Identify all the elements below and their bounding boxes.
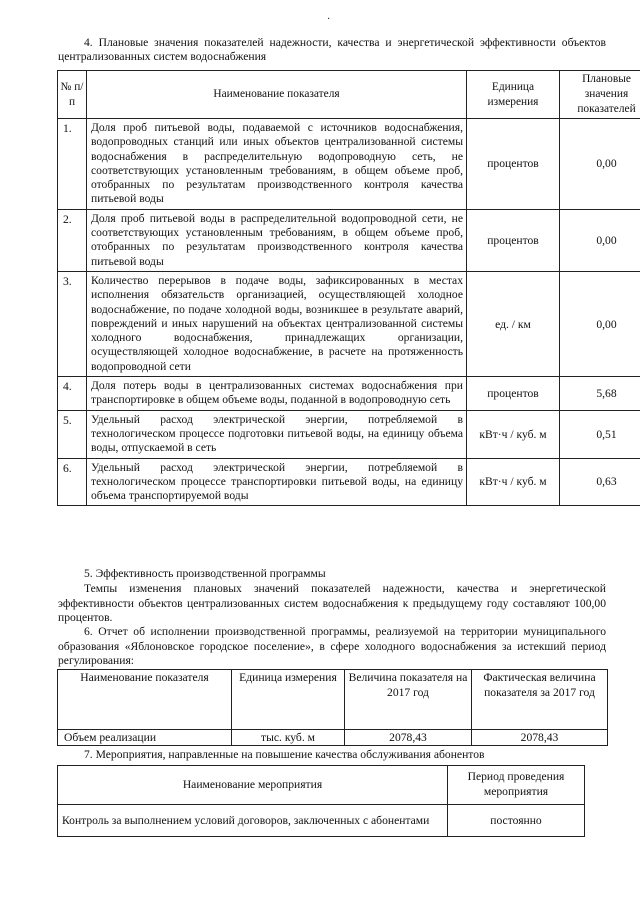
row-value: 0,00: [560, 209, 640, 271]
row-number: 2.: [58, 209, 87, 271]
row-period: постоянно: [448, 805, 585, 837]
header-planned-value: Плановые значения показателей: [560, 71, 640, 119]
row-unit: ед. / км: [467, 271, 560, 376]
reliability-indicators-table: [57, 70, 640, 506]
table-header-row: [58, 71, 640, 119]
table-row: [58, 377, 640, 411]
header-period: Период проведения мероприятия: [448, 766, 585, 805]
row-fact: 2078,43: [472, 730, 608, 746]
header-measure-name: Наименование мероприятия: [58, 766, 448, 805]
row-number: 4.: [58, 377, 87, 411]
header-unit: Единица измерения: [232, 670, 345, 730]
row-number: 5.: [58, 410, 87, 458]
row-unit: кВт·ч / куб. м: [467, 410, 560, 458]
table-row: [58, 805, 585, 837]
row-name: Объем реализации: [58, 730, 232, 746]
service-quality-measures-table: [57, 765, 585, 837]
table-row: [58, 271, 640, 376]
section-7-title: 7. Мероприятия, направленные на повышение качества обслуживания абонентов: [84, 748, 485, 761]
row-unit: процентов: [467, 377, 560, 411]
row-name: Контроль за выполнением условий договоров, заключенных с абонентами: [58, 805, 448, 837]
row-value: 0,63: [560, 458, 640, 506]
row-name: Доля проб питьевой воды в распределительной водопроводной сети, не соответствующих установленным требованиям, в общем объеме проб, отобранных по результатам производственного контроля качества питьевой воды: [87, 209, 467, 271]
row-number: 6.: [58, 458, 87, 506]
table-row: [58, 119, 640, 210]
row-name: Количество перерывов в подаче воды, зафиксированных в местах исполнения обязательств организацией, осуществляющей холодное водоснабжение, по подаче холодной воды, возникшее в результате аварий, повреждений и иных нарушений на объектах централизованной системы холодного водоснабжения, принадлежащих организации, осуществляющей холодное водоснабжение, в расчете на протяженность водопроводной сети: [87, 271, 467, 376]
row-name: Доля проб питьевой воды, подаваемой с источников водоснабжения, водопроводных станций или иных объектов централизованной системы водоснабжения в распределительную водопроводную сеть, не соответствующих установленным требованиям, в общем объеме проб, отобранных по результатам производственного контроля качества питьевой воды: [87, 119, 467, 210]
row-unit: процентов: [467, 119, 560, 210]
header-indicator-name: Наименование показателя: [87, 71, 467, 119]
table-header-row: [58, 766, 585, 805]
table-header-row: [58, 670, 608, 730]
table-row: [58, 410, 640, 458]
header-fact-2017: Фактическая величина показателя за 2017 год: [472, 670, 608, 730]
row-value: 5,68: [560, 377, 640, 411]
row-number: 1.: [58, 119, 87, 210]
table-row: [58, 458, 640, 506]
section-5-text: Темпы изменения плановых значений показателей надежности, качества и энергетической эффективности объектов централизованных систем водоснабжения к предыдущему году составляют 100,00 процентов.: [58, 582, 606, 625]
section-6-text: 6. Отчет об исполнении производственной программы, реализуемой на территории муниципального образования «Яблоновское городское поселение», в сфере холодного водоснабжения за истекший период регулирования:: [58, 625, 606, 668]
row-value: 0,51: [560, 410, 640, 458]
table-row: [58, 209, 640, 271]
row-value: 0,00: [560, 119, 640, 210]
row-name: Удельный расход электрической энергии, потребляемой в технологическом процессе подготовки питьевой воды, на единицу объема воды, отпускаемой в сеть: [87, 410, 467, 458]
program-report-table: [57, 669, 608, 746]
header-unit: Единица измерения: [467, 71, 560, 119]
row-plan: 2078,43: [345, 730, 472, 746]
table-row: [58, 730, 608, 746]
row-name: Удельный расход электрической энергии, потребляемой в технологическом процессе транспортировки питьевой воды, на единицу объема транспортируемой воды: [87, 458, 467, 506]
section-4-title: 4. Плановые значения показателей надежности, качества и энергетической эффективности объектов централизованных систем водоснабжения: [58, 36, 606, 63]
row-unit: кВт·ч / куб. м: [467, 458, 560, 506]
row-name: Доля потерь воды в централизованных системах водоснабжения при транспортировке в общем объеме воды, поданной в водопроводную сеть: [87, 377, 467, 411]
section-5-title: 5. Эффективность производственной программы: [84, 567, 326, 580]
row-value: 0,00: [560, 271, 640, 376]
header-plan-2017: Величина показателя на 2017 год: [345, 670, 472, 730]
header-indicator-name: Наименование показателя: [58, 670, 232, 730]
row-unit: тыс. куб. м: [232, 730, 345, 746]
header-number: № п/п: [58, 71, 87, 119]
row-unit: процентов: [467, 209, 560, 271]
row-number: 3.: [58, 271, 87, 376]
top-mark: ·: [327, 14, 331, 25]
